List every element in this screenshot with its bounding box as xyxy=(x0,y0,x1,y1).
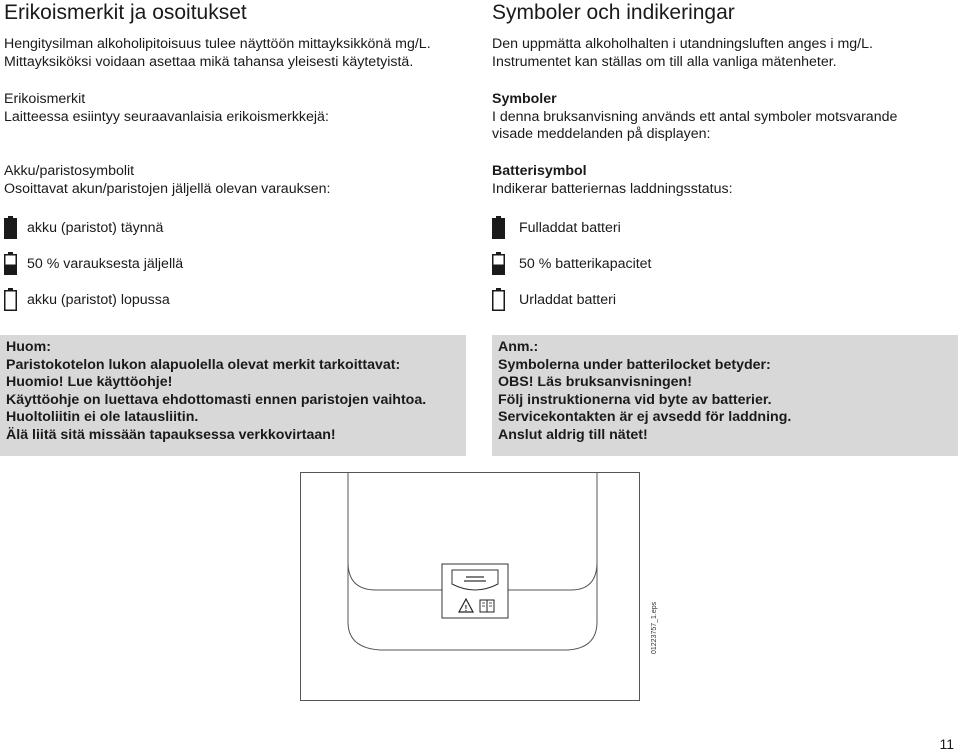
right-section-symbols xyxy=(492,91,897,144)
right-section-battery-heading: Batterisymbol xyxy=(492,163,587,179)
battery-half-icon xyxy=(492,252,505,275)
left-section-special-heading: Erikoismerkit xyxy=(4,91,86,107)
right-intro xyxy=(492,36,873,71)
battery-empty-label: akku (paristot) lopussa xyxy=(27,292,170,308)
left-section-battery xyxy=(4,163,331,198)
cover-label-plate xyxy=(442,564,508,618)
note-line: OBS! Läs bruksanvisningen! xyxy=(498,374,692,390)
left-intro-line: Mittayksiköksi voidaan asettaa mikä tahansa yleisesti käytetyistä. xyxy=(4,53,414,70)
note-line: Älä liitä sitä missään tapauksessa verkkovirtaan! xyxy=(6,426,336,443)
batteri-full-label: Fulladdat batteri xyxy=(519,220,621,236)
note-line: Huomio! Lue käyttöohje! xyxy=(6,374,173,390)
note-line: Anslut aldrig till nätet! xyxy=(498,426,648,443)
note-line: Huoltoliitin ei ole latausliitin. xyxy=(6,409,199,425)
left-intro xyxy=(4,36,431,71)
left-section-special-text: Laitteessa esiintyy seuraavanlaisia erikoismerkkejä: xyxy=(4,108,329,125)
left-section-special xyxy=(4,91,329,126)
battery-half-label: 50 % varauksesta jäljellä xyxy=(27,256,184,272)
battery-full-label: akku (paristot) täynnä xyxy=(27,220,164,236)
battery-full-icon xyxy=(4,216,17,239)
note-line: Paristokotelon lukon alapuolella olevat merkit tarkoittavat: xyxy=(6,356,401,373)
right-note-box xyxy=(492,335,958,456)
right-section-battery-text: Indikerar batteriernas laddningsstatus: xyxy=(492,180,733,197)
battery-compartment-illustration xyxy=(300,472,650,702)
battery-empty-icon xyxy=(4,288,17,311)
left-title: Erikoismerkit ja osoitukset xyxy=(4,1,247,24)
illustration-code: 01223757_1.eps xyxy=(651,601,658,654)
right-section-battery xyxy=(492,163,733,198)
right-section-symbols-heading: Symboler xyxy=(492,91,557,107)
note-line: Käyttöohje on luettava ehdottomasti ennen paristojen vaihtoa. xyxy=(6,391,427,408)
batteri-half-label: 50 % batterikapacitet xyxy=(519,256,652,272)
right-intro-line: Den uppmätta alkoholhalten i utandningsluften anges i mg/L. xyxy=(492,36,873,52)
left-section-battery-text: Osoittavat akun/paristojen jäljellä olevan varauksen: xyxy=(4,180,331,197)
battery-full-icon xyxy=(492,216,505,239)
batteri-empty-label: Urladdat batteri xyxy=(519,292,616,308)
left-section-battery-heading: Akku/paristosymbolit xyxy=(4,163,135,179)
manual-book-icon xyxy=(480,600,494,612)
battery-half-icon xyxy=(4,252,17,275)
note-line: Huom: xyxy=(6,339,51,355)
battery-empty-icon xyxy=(492,288,505,311)
note-line: Anm.: xyxy=(498,339,539,355)
left-note-box xyxy=(0,335,466,456)
svg-text:!: ! xyxy=(464,604,468,613)
right-intro-line: Instrumentet kan ställas om till alla vanliga mätenheter. xyxy=(492,53,837,70)
page-number: 11 xyxy=(939,736,954,752)
left-intro-line: Hengitysilman alkoholipitoisuus tulee näyttöön mittayksikkönä mg/L. xyxy=(4,36,431,52)
note-line: Servicekontakten är ej avsedd för laddning. xyxy=(498,409,792,425)
note-line: Symbolerna under batterilocket betyder: xyxy=(498,356,771,373)
right-section-symbols-text: I denna bruksanvisning används ett antal symboler motsvarande xyxy=(492,108,898,125)
right-section-symbols-text: visade meddelanden på displayen: xyxy=(492,126,711,142)
right-title: Symboler och indikeringar xyxy=(492,1,735,24)
note-line: Följ instruktionerna vid byte av batterier. xyxy=(498,391,772,408)
